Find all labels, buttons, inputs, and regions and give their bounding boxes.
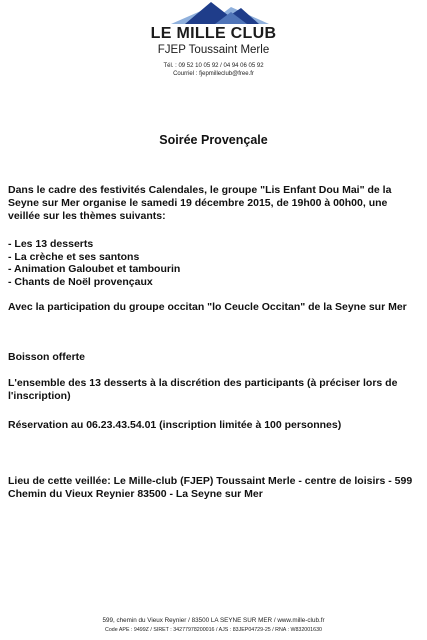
reservation-paragraph: Réservation au 06.23.43.54.01 (inscription limitée à 100 personnes) <box>8 419 342 431</box>
lieu-paragraph: Lieu de cette veillée: Le Mille-club (FJEP) Toussaint Merle - centre de loisirs - 599 Chemin du Vieux Reynier 83500 - La Seyne sur Mer <box>8 475 413 500</box>
desserts-paragraph: L'ensemble des 13 desserts à la discrétion des participants (à préciser lors de l'inscription) <box>8 377 398 402</box>
page-title: Soirée Provençale <box>159 133 268 147</box>
mille-club-logo <box>171 2 269 24</box>
club-email: Courriel : fjepmilleclub@free.fr <box>173 71 254 77</box>
club-phone: Tél. : 09 52 10 05 92 / 04 94 06 05 92 <box>163 63 264 69</box>
footer-address: 599, chemin du Vieux Reynier / 83500 LA SEYNE SUR MER / www.mille-club.fr <box>102 617 325 624</box>
theme-item: - Animation Galoubet et tambourin <box>8 263 181 275</box>
club-name: LE MILLE CLUB <box>150 25 277 42</box>
intro-paragraph: Dans le cadre des festivités Calendales, le groupe "Lis Enfant Dou Mai" de la Seyne sur Mer organise le samedi 19 décembre 2015, de 19h00 à 00h00, une veillée sur les thèmes suivants: <box>8 184 392 222</box>
club-subtitle: FJEP Toussaint Merle <box>157 44 270 56</box>
theme-item: - Les 13 desserts <box>8 238 94 250</box>
footer-codes: Code APE : 9499Z / SIRET : 34277978200016 / AJS : 83JEP04729-25 / RNA : W832001630 <box>105 627 322 633</box>
boisson-paragraph: Boisson offerte <box>8 351 86 363</box>
participation-paragraph: Avec la participation du groupe occitan "lo Ceucle Occitan" de la Seyne sur Mer <box>8 301 407 313</box>
theme-item: - La crèche et ses santons <box>8 250 140 263</box>
themes-list <box>8 238 420 288</box>
theme-item: - Chants de Noël provençaux <box>8 275 153 288</box>
